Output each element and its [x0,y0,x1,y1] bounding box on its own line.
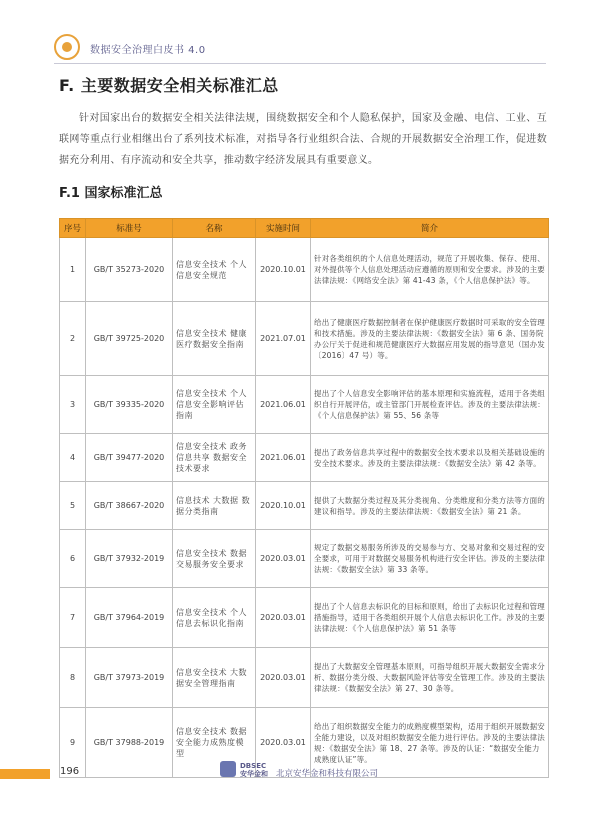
row-desc: 给出了组织数据安全能力的成熟度模型架构，适用于组织开展数据安全能力建设，以及对组织数据安全能力进行评估。涉及的主要法律法规：《数据安全法》第 18、27 条等。涉及的认证：“数据安全能力成熟度认证”等。 [311,708,549,778]
header-title: 数据安全治理白皮书 4.0 [90,45,206,56]
table-row [60,434,549,482]
row-name: 信息安全技术 大数据安全管理指南 [173,648,256,708]
row-name: 信息安全技术 数据安全能力成熟度模型 [173,708,256,778]
row-no: 7 [60,588,86,648]
row-name: 信息安全技术 个人信息安全影响评估指南 [173,376,256,434]
row-name: 信息安全技术 个人信息去标识化指南 [173,588,256,648]
table-header-row [60,219,549,238]
company-logo-icon [220,761,236,777]
row-name: 信息安全技术 个人信息安全规范 [173,238,256,302]
brand-line-en: DBSEC [240,762,267,770]
table-row [60,238,549,302]
row-no: 8 [60,648,86,708]
row-date: 2020.03.01 [256,648,311,708]
row-desc: 给出了健康医疗数据控制者在保护健康医疗数据时可采取的安全管理和技术措施。涉及的主要法律法规：《数据安全法》第 6 条、国务院办公厅关于促进和规范健康医疗大数据应用发展的指导意见（国办发〔2016〕47 号）等。 [311,302,549,376]
header-desc: 简介 [311,219,549,238]
page-number: 196 [60,766,80,777]
header-code: 标准号 [86,219,173,238]
row-date: 2020.10.01 [256,482,311,530]
header-name: 名称 [173,219,256,238]
row-date: 2021.06.01 [256,376,311,434]
row-code: GB/T 38667-2020 [86,482,173,530]
row-name: 信息安全技术 政务信息共享 数据安全技术要求 [173,434,256,482]
table-row [60,530,549,588]
row-desc: 规定了数据交易服务所涉及的交易参与方、交易对象和交易过程的安全要求，可用于对数据交易服务机构进行安全评估。涉及的主要法律法规：《数据安全法》第 33 条等。 [311,530,549,588]
row-date: 2021.07.01 [256,302,311,376]
table-row [60,482,549,530]
row-date: 2021.06.01 [256,434,311,482]
standards-table [59,218,549,778]
row-no: 5 [60,482,86,530]
seal-logo-icon [54,34,80,60]
row-name: 信息安全技术 数据交易服务安全要求 [173,530,256,588]
row-desc: 提出了政务信息共享过程中的数据安全技术要求以及相关基础设施的安全技术要求。涉及的主要法律法规：《数据安全法》第 42 条等。 [311,434,549,482]
intro-paragraph: 针对国家出台的数据安全相关法律法规，围绕数据安全和个人隐私保护，国家及金融、电信、工业、互联网等重点行业相继出台了系列技术标准，对指导各行业组织合法、合规的开展数据安全治理工作，促进数据充分利用、有序流动和安全共享，推动数字经济发展具有重要意义。 [59,113,547,166]
table-row [60,376,549,434]
row-desc: 提出了大数据安全管理基本原则，可指导组织开展大数据安全需求分析、数据分类分级、大数据风险评估等安全管理工作。涉及的主要法律法规：《数据安全法》第 27、30 条等。 [311,648,549,708]
row-no: 2 [60,302,86,376]
row-date: 2020.03.01 [256,530,311,588]
row-desc: 提出了个人信息安全影响评估的基本原理和实施流程，适用于各类组织自行开展评估，或主管部门开展检查评估。涉及的主要法律法规：《个人信息保护法》第 55、56 条等 [311,376,549,434]
row-no: 3 [60,376,86,434]
row-date: 2020.10.01 [256,238,311,302]
footer-brand [240,762,268,778]
footer-accent-bar [0,769,50,779]
row-code: GB/T 39477-2020 [86,434,173,482]
table-row [60,648,549,708]
row-desc: 提出了个人信息去标识化的目标和原则，给出了去标识化过程和管理措施指导，适用于各类组织开展个人信息去标识化工作。涉及的主要法律法规：《个人信息保护法》第 51 条等 [311,588,549,648]
row-no: 1 [60,238,86,302]
row-no: 9 [60,708,86,778]
brand-line-cn: 安华金和 [240,770,268,778]
section-title: F. 主要数据安全相关标准汇总 [59,76,279,95]
row-name: 信息技术 大数据 数据分类指南 [173,482,256,530]
company-name: 北京安华金和科技有限公司 [276,769,379,779]
row-code: GB/T 37973-2019 [86,648,173,708]
row-code: GB/T 39725-2020 [86,302,173,376]
header-date: 实施时间 [256,219,311,238]
row-code: GB/T 37964-2019 [86,588,173,648]
header-no: 序号 [60,219,86,238]
row-code: GB/T 37988-2019 [86,708,173,778]
row-date: 2020.03.01 [256,708,311,778]
row-no: 4 [60,434,86,482]
row-code: GB/T 39335-2020 [86,376,173,434]
row-code: GB/T 37932-2019 [86,530,173,588]
row-date: 2020.03.01 [256,588,311,648]
row-name: 信息安全技术 健康医疗数据安全指南 [173,302,256,376]
table-row [60,302,549,376]
row-desc: 提供了大数据分类过程及其分类视角、分类维度和分类方法等方面的建议和指导。涉及的主要法律法规：《数据安全法》第 21 条。 [311,482,549,530]
subsection-title: F.1 国家标准汇总 [59,186,163,201]
row-desc: 针对各类组织的个人信息处理活动，规范了开展收集、保存、使用、对外提供等个人信息处理活动应遵循的原则和安全要求。涉及的主要法律法规：《网络安全法》第 41-43 条，《个人信息保护法》等。 [311,238,549,302]
page-header [0,0,600,66]
header-divider [54,63,546,64]
table-row [60,588,549,648]
row-no: 6 [60,530,86,588]
row-code: GB/T 35273-2020 [86,238,173,302]
